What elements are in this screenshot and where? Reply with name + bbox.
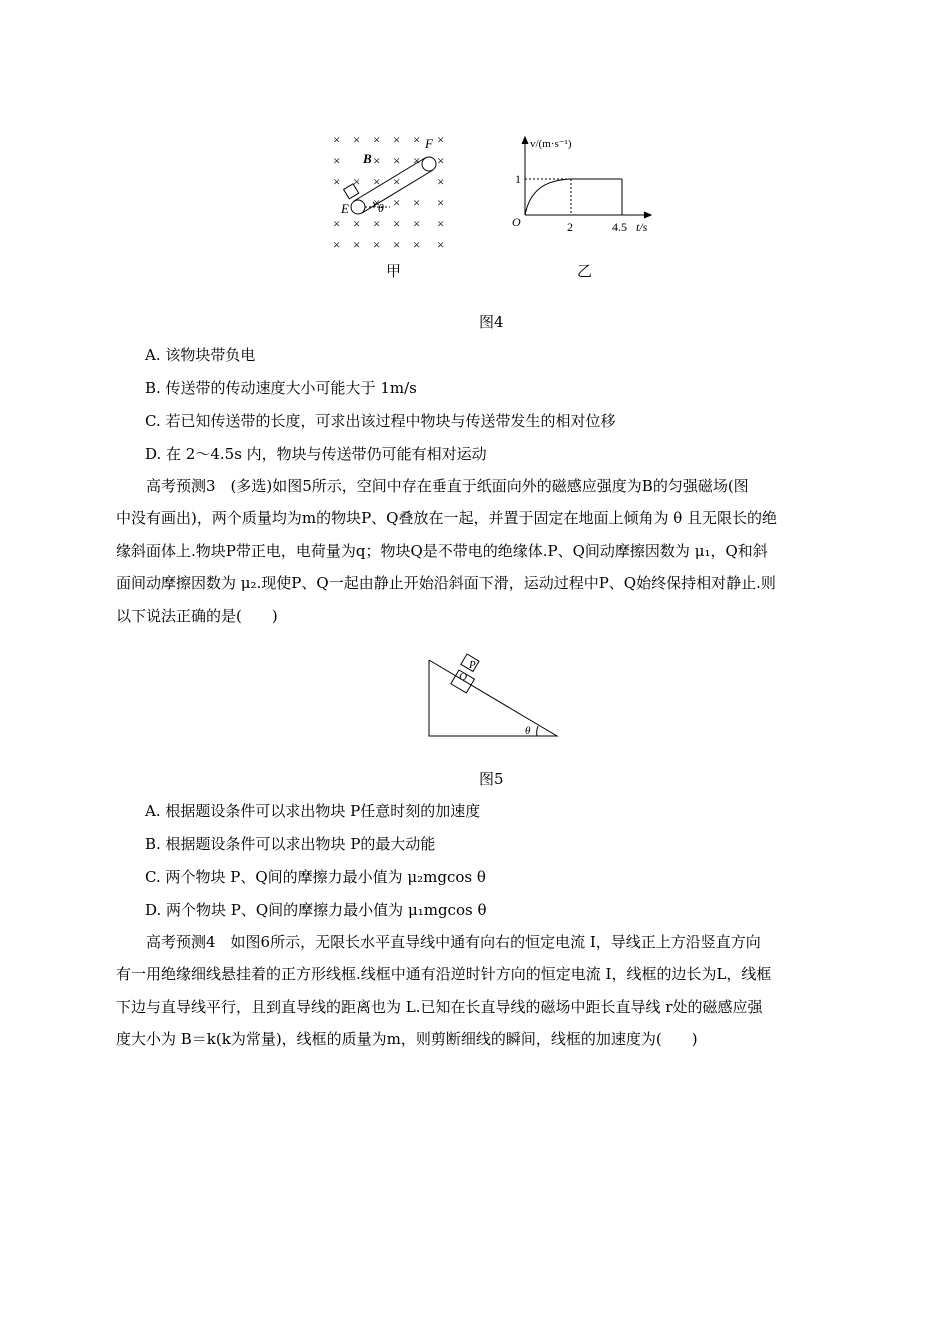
- origin-label: O: [512, 215, 521, 229]
- svg-text:×: ×: [437, 174, 445, 189]
- label-theta: θ: [525, 725, 531, 737]
- q4-line-1: 高考预测4 如图6所示，无限长水平直导线中通有向右的恒定电流 I，导线正上方沿竖直方向: [146, 933, 761, 951]
- label-Q: Q: [459, 671, 467, 683]
- svg-text:×: ×: [333, 216, 341, 231]
- svg-text:×: ×: [437, 195, 445, 210]
- velocity-curve: [525, 179, 571, 215]
- option-3d: D. 两个物块 P、Q间的摩擦力最小值为 μ₁mgcos θ: [145, 901, 487, 919]
- svg-text:×: ×: [413, 132, 421, 147]
- fig4-right-graph: [510, 135, 660, 240]
- svg-text:×: ×: [413, 153, 421, 168]
- q4-line-2: 有一用绝缘细线悬挂着的正方形线框.线框中通有沿逆时针方向的恒定电流 I，线框的边长为L，线框: [116, 965, 772, 984]
- x-tick-2: 2: [567, 220, 573, 234]
- option-3a: A. 根据题设条件可以求出物块 P任意时刻的加速度: [145, 802, 481, 820]
- svg-text:×: ×: [437, 132, 445, 147]
- q3-line-5: 以下说法正确的是( ): [116, 606, 278, 625]
- fig4-left-subcaption: 甲: [386, 262, 402, 280]
- label-F: F: [425, 136, 433, 151]
- q3-line-1: 高考预测3 (多选)如图5所示，空间中存在垂直于纸面向外的磁感应强度为B的匀强磁场(图: [146, 477, 749, 495]
- svg-text:×: ×: [393, 153, 401, 168]
- svg-text:×: ×: [333, 174, 341, 189]
- option-2d: D. 在 2～4.5s 内，物块与传送带仍可能有相对运动: [145, 445, 487, 463]
- fig4-left-diagram: [325, 128, 455, 258]
- q4-line-4: 度大小为 B＝k(k为常量)，线框的质量为m，则剪断细线的瞬间，线框的加速度为( ): [116, 1030, 698, 1049]
- q3-line-2: 中没有画出)，两个质量均为m的物块P、Q叠放在一起，并置于固定在地面上倾角为 θ 且无限长的绝: [116, 509, 778, 528]
- option-3c: C. 两个物块 P、Q间的摩擦力最小值为 μ₂mgcos θ: [145, 868, 486, 886]
- svg-text:×: ×: [373, 132, 381, 147]
- x-tick-45: 4.5: [612, 220, 627, 234]
- svg-text:×: ×: [353, 216, 361, 231]
- svg-text:×: ×: [393, 216, 401, 231]
- svg-text:×: ×: [393, 174, 401, 189]
- fig5-caption: 图5: [479, 770, 504, 788]
- svg-text:×: ×: [353, 174, 361, 189]
- svg-text:×: ×: [437, 216, 445, 231]
- label-P: P: [469, 659, 476, 671]
- svg-text:×: ×: [413, 237, 421, 252]
- svg-text:×: ×: [333, 153, 341, 168]
- y-tick-1: 1: [515, 172, 521, 186]
- y-axis-label: v/(m·s⁻¹): [530, 138, 572, 150]
- svg-text:×: ×: [333, 237, 341, 252]
- svg-text:×: ×: [413, 195, 421, 210]
- svg-text:×: ×: [373, 237, 381, 252]
- svg-text:×: ×: [373, 195, 381, 210]
- question-4: [116, 926, 771, 1056]
- incline: [429, 660, 557, 736]
- fig5-diagram: [425, 648, 565, 740]
- fig4-caption: 图4: [479, 313, 504, 331]
- question-3: [116, 470, 777, 632]
- option-2a: A. 该物块带负电: [145, 346, 256, 364]
- svg-text:×: ×: [373, 216, 381, 231]
- label-E: E: [341, 201, 349, 216]
- svg-text:×: ×: [373, 153, 381, 168]
- x-axis-label: t/s: [636, 220, 648, 234]
- svg-text:×: ×: [393, 132, 401, 147]
- svg-text:×: ×: [437, 237, 445, 252]
- svg-text:×: ×: [393, 195, 401, 210]
- svg-text:×: ×: [437, 153, 445, 168]
- svg-text:×: ×: [333, 132, 341, 147]
- svg-text:×: ×: [373, 174, 381, 189]
- label-B: B: [363, 151, 372, 166]
- q3-line-4: 面间动摩擦因数为 μ₂.现使P、Q一起由静止开始沿斜面下滑，运动过程中P、Q始终保持相对静止.则: [116, 574, 776, 593]
- label-theta: θ: [378, 201, 384, 215]
- option-2c: C. 若已知传送带的长度，可求出该过程中物块与传送带发生的相对位移: [145, 412, 616, 430]
- svg-text:×: ×: [393, 237, 401, 252]
- option-3b: B. 根据题设条件可以求出物块 P的最大动能: [145, 835, 436, 853]
- svg-text:×: ×: [353, 237, 361, 252]
- q4-line-3: 下边与直导线平行，且到直导线的距离也为 L.已知在长直导线的磁场中距长直导线 r处的磁感应强: [116, 997, 763, 1016]
- q3-line-3: 缘斜面体上.物块P带正电，电荷量为q；物块Q是不带电的绝缘体.P、Q间动摩擦因数为 μ₁，Q和斜: [116, 541, 768, 560]
- option-2b: B. 传送带的传动速度大小可能大于 1m/s: [145, 379, 417, 397]
- fig4-right-subcaption: 乙: [577, 262, 593, 280]
- svg-text:×: ×: [413, 216, 421, 231]
- svg-text:×: ×: [353, 132, 361, 147]
